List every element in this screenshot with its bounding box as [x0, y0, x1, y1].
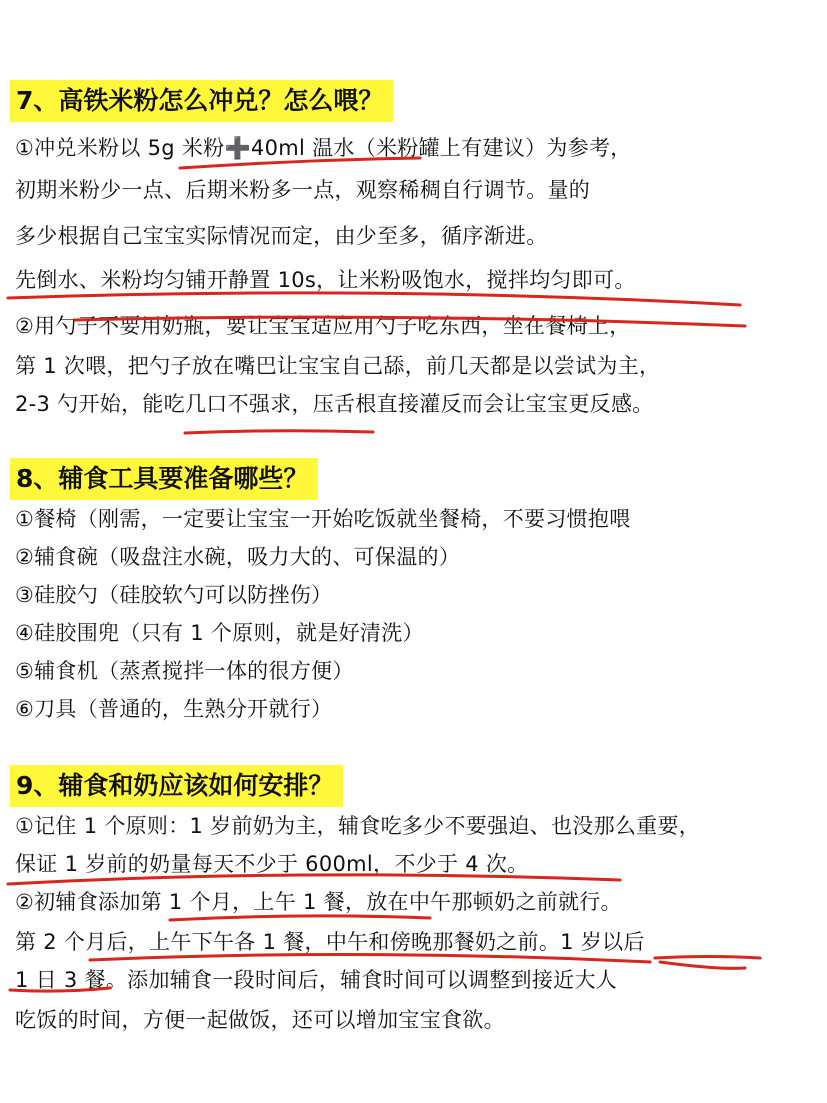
section-9-title: 9、辅食和奶应该如何安排？	[10, 765, 343, 807]
section-9-line-6: 吃饭的时间，方便一起做饭，还可以增加宝宝食欲。	[15, 1008, 505, 1032]
section-8-line-2: ②辅食碗（吸盘注水碗，吸力大的、可保温的）	[15, 545, 461, 569]
section-7-line-3: 多少根据自己宝宝实际情况而定，由少至多，循序渐进。	[15, 224, 548, 248]
section-7-line-1: ①冲兑米粉以 5g 米粉➕40ml 温水（米粉罐上有建议）为参考，	[15, 136, 632, 160]
section-7-line-6: 第 1 次喂，把勺子放在嘴巴让宝宝自己舔，前几天都是以尝试为主，	[15, 354, 661, 378]
underline-stroke	[655, 957, 760, 959]
section-9-line-2: 保证 1 岁前的奶量每天不少于 600ml，不少于 4 次。	[15, 852, 529, 876]
section-7-line-2: 初期米粉少一点、后期米粉多一点，观察稀稠自行调节。量的	[15, 178, 591, 202]
section-8-line-3: ③硅胶勺（硅胶软勺可以防挫伤）	[15, 583, 333, 607]
section-9-line-3: ②初辅食添加第 1 个月，上午 1 餐，放在中午那顿奶之前就行。	[15, 890, 622, 914]
section-8-line-5: ⑤辅食机（蒸煮搅拌一体的很方便）	[15, 659, 354, 683]
section-7-line-4: 先倒水、米粉均匀铺开静置 10s，让米粉吸饱水，搅拌均匀即可。	[15, 268, 636, 292]
section-8-line-1: ①餐椅（刚需，一定要让宝宝一开始吃饭就坐餐椅，不要习惯抱喂	[15, 507, 631, 531]
section-7-line-7: 2-3 勺开始，能吃几口不强求，压舌根直接灌反而会让宝宝更反感。	[15, 392, 654, 416]
section-8-line-6: ⑥刀具（普通的，生熟分开就行）	[15, 697, 333, 721]
section-9-line-5: 1 日 3 餐。添加辅食一段时间后，辅食时间可以调整到接近大人	[15, 968, 618, 992]
underline-stroke	[660, 962, 745, 968]
section-8-line-4: ④硅胶围兜（只有 1 个原则，就是好清洗）	[15, 621, 424, 645]
section-9-line-4: 第 2 个月后，上午下午各 1 餐，中午和傍晚那餐奶之前。1 岁以后	[15, 930, 645, 954]
section-9-line-1: ①记住 1 个原则：1 岁前奶为主，辅食吃多少不要强迫、也没那么重要，	[15, 814, 701, 838]
section-7-title: 7、高铁米粉怎么冲兑？怎么喂？	[10, 80, 393, 122]
section-8-title: 8、辅食工具要准备哪些？	[10, 458, 318, 500]
underline-stroke	[170, 916, 430, 920]
section-7-line-5: ②用勺子不要用奶瓶，要让宝宝适应用勺子吃东西，坐在餐椅上，	[15, 314, 631, 338]
underline-stroke	[8, 293, 740, 305]
underline-stroke	[185, 431, 373, 433]
